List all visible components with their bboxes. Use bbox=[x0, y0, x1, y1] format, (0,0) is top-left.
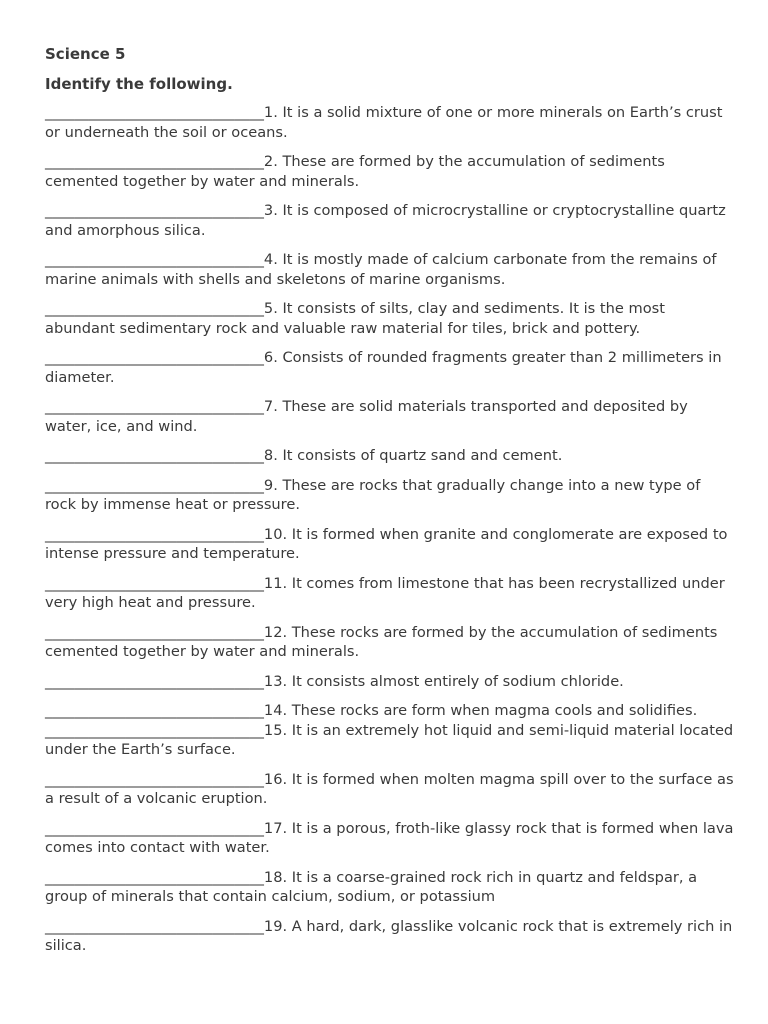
answer-blank: ______________________________ bbox=[45, 721, 264, 739]
question-text: It is formed when molten magma spill over to the surface as a result of a volcanic eruption. bbox=[45, 770, 734, 807]
answer-blank: ______________________________ bbox=[45, 300, 264, 317]
question-item-1 bbox=[45, 103, 735, 142]
question-text: It consists of silts, clay and sediments. It is the most abundant sedimentary rock and valuable raw material for tiles, brick and pottery. bbox=[45, 300, 665, 337]
question-text: It is a porous, froth-like glassy rock that is formed when lava comes into contact with water. bbox=[45, 819, 734, 856]
question-item-7 bbox=[45, 397, 735, 436]
question-text: It is a solid mixture of one or more minerals on Earth’s crust or underneath the soil or oceans. bbox=[45, 104, 723, 141]
question-text: A hard, dark, glasslike volcanic rock that is extremely rich in silica. bbox=[45, 917, 733, 954]
question-item-15 bbox=[45, 721, 735, 760]
question-number: 6. bbox=[263, 349, 278, 366]
answer-blank: ______________________________ bbox=[45, 917, 264, 935]
question-item-5 bbox=[45, 299, 735, 338]
question-text: It consists of quartz sand and cement. bbox=[277, 447, 563, 464]
question-item-14 bbox=[45, 701, 735, 721]
answer-blank: ______________________________ bbox=[45, 398, 264, 415]
answer-blank: ______________________________ bbox=[45, 702, 264, 719]
question-number: 3. bbox=[263, 202, 278, 219]
question-number: 9. bbox=[263, 476, 278, 494]
answer-blank: ______________________________ bbox=[45, 819, 264, 837]
question-number: 1. bbox=[263, 104, 278, 121]
question-text: It is an extremely hot liquid and semi-liquid material located under the Earth’s surface. bbox=[45, 721, 734, 758]
question-item-16 bbox=[45, 770, 735, 809]
question-number: 14. bbox=[263, 702, 288, 719]
question-list bbox=[45, 103, 735, 956]
question-item-11 bbox=[45, 574, 735, 613]
question-text: It consists almost entirely of sodium chloride. bbox=[287, 672, 624, 690]
question-number: 17. bbox=[263, 819, 288, 837]
answer-blank: ______________________________ bbox=[45, 476, 264, 494]
question-text: These rocks are form when magma cools and solidifies. bbox=[287, 702, 698, 719]
worksheet-page bbox=[45, 44, 735, 966]
answer-blank: ______________________________ bbox=[45, 202, 264, 219]
question-number: 7. bbox=[263, 398, 278, 415]
question-text: These are solid materials transported and deposited by water, ice, and wind. bbox=[45, 398, 688, 435]
question-item-10 bbox=[45, 525, 735, 564]
question-item-9 bbox=[45, 476, 735, 515]
question-number: 16. bbox=[263, 770, 288, 788]
question-text: These are formed by the accumulation of sediments cemented together by water and minerals. bbox=[45, 153, 665, 190]
question-number: 5. bbox=[263, 300, 278, 317]
question-text: These rocks are formed by the accumulation of sediments cemented together by water and minerals. bbox=[45, 623, 718, 660]
question-text: It is composed of microcrystalline or cryptocrystalline quartz and amorphous silica. bbox=[45, 202, 726, 239]
answer-blank: ______________________________ bbox=[45, 251, 264, 268]
answer-blank: ______________________________ bbox=[45, 574, 264, 592]
answer-blank: ______________________________ bbox=[45, 770, 264, 788]
worksheet-subject: Science 5 bbox=[45, 45, 126, 63]
question-text: Consists of rounded fragments greater than 2 millimeters in diameter. bbox=[45, 349, 722, 386]
answer-blank: ______________________________ bbox=[45, 623, 264, 641]
question-number: 19. bbox=[263, 917, 288, 935]
question-item-8 bbox=[45, 446, 735, 466]
question-number: 15. bbox=[263, 721, 288, 739]
answer-blank: ______________________________ bbox=[45, 153, 264, 170]
answer-blank: ______________________________ bbox=[45, 104, 264, 121]
question-item-3 bbox=[45, 201, 735, 240]
question-item-18 bbox=[45, 868, 735, 907]
answer-blank: ______________________________ bbox=[45, 447, 264, 464]
worksheet-instructions: Identify the following. bbox=[45, 75, 233, 93]
answer-blank: ______________________________ bbox=[45, 349, 264, 366]
question-number: 13. bbox=[263, 672, 288, 690]
question-item-4 bbox=[45, 250, 735, 289]
answer-blank: ______________________________ bbox=[45, 525, 264, 543]
question-number: 10. bbox=[263, 525, 288, 543]
question-number: 12. bbox=[263, 623, 288, 641]
question-item-17 bbox=[45, 819, 735, 858]
question-number: 8. bbox=[263, 447, 278, 464]
question-number: 4. bbox=[263, 251, 278, 268]
question-number: 11. bbox=[263, 574, 288, 592]
question-text: It is mostly made of calcium carbonate from the remains of marine animals with shells and skeletons of marine organisms. bbox=[45, 251, 717, 288]
question-number: 2. bbox=[263, 153, 278, 170]
question-item-13 bbox=[45, 672, 735, 692]
question-item-2 bbox=[45, 152, 735, 191]
question-text: It is a coarse-grained rock rich in quartz and feldspar, a group of minerals that contain calcium, sodium, or potassium bbox=[45, 868, 698, 905]
question-text: It comes from limestone that has been recrystallized under very high heat and pressure. bbox=[45, 574, 725, 611]
question-text: These are rocks that gradually change into a new type of rock by immense heat or pressure. bbox=[45, 476, 701, 513]
answer-blank: ______________________________ bbox=[45, 868, 264, 886]
question-text: It is formed when granite and conglomerate are exposed to intense pressure and temperature. bbox=[45, 525, 728, 562]
answer-blank: ______________________________ bbox=[45, 672, 264, 690]
question-item-19 bbox=[45, 917, 735, 956]
question-number: 18. bbox=[263, 868, 288, 886]
question-item-6 bbox=[45, 348, 735, 387]
question-item-12 bbox=[45, 623, 735, 662]
